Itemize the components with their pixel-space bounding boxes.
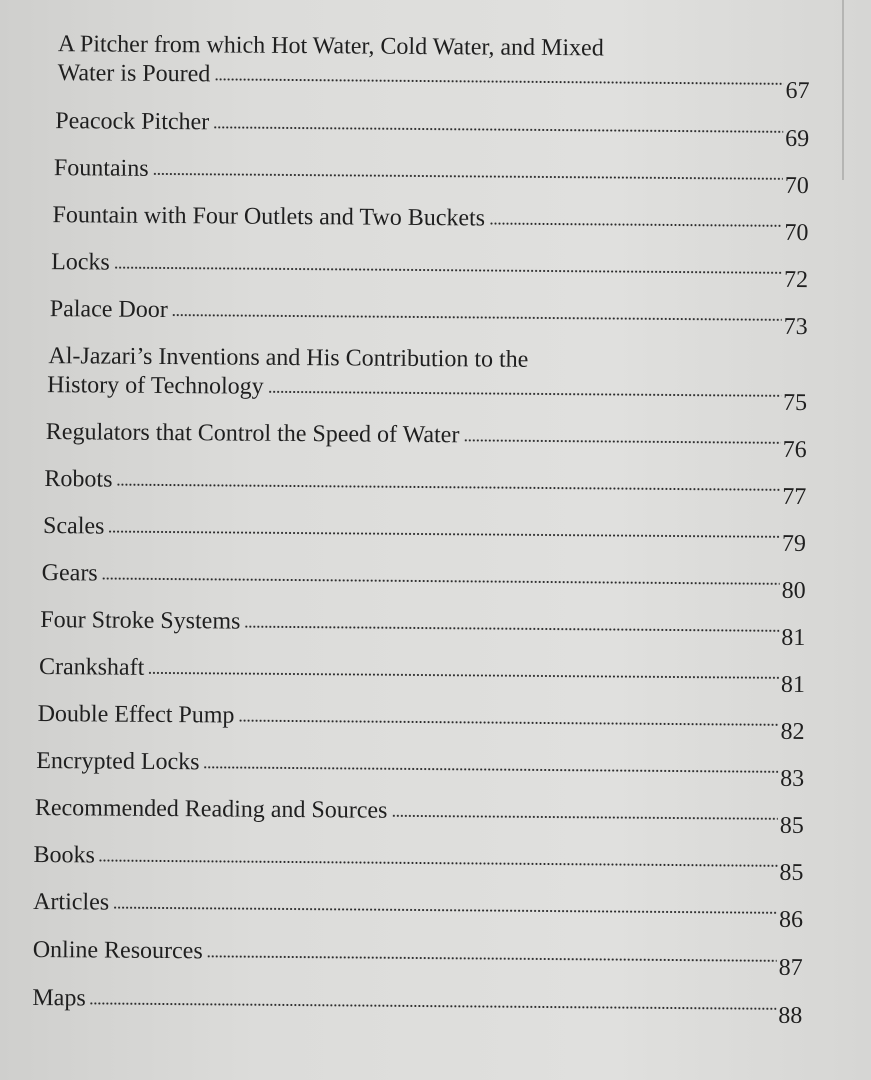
toc-entry-title-line: Water is Poured (57, 60, 211, 88)
toc-entry-title-line: History of Technology (47, 372, 264, 400)
toc-entry-title: Peacock Pitcher (55, 108, 210, 136)
toc-entry (37, 418, 807, 464)
toc-page-number: 80 (781, 577, 806, 605)
dot-leader (153, 171, 783, 182)
toc-entry (37, 342, 808, 417)
toc-page-number: 81 (780, 671, 805, 699)
toc-page-number: 85 (779, 859, 804, 887)
toc-page-number: 81 (781, 624, 806, 652)
toc-entry-title: Recommended Reading and Sources (34, 794, 388, 824)
toc-entry-title: Articles (33, 888, 110, 916)
dot-leader (244, 624, 779, 634)
toc-entry (39, 107, 810, 153)
toc-page-number: 87 (778, 954, 803, 982)
toc-entry-title: Maps (32, 984, 86, 1012)
dot-leader (214, 76, 783, 86)
dot-leader (203, 764, 778, 775)
dot-leader (391, 813, 777, 822)
dot-leader (99, 857, 778, 868)
dot-leader (207, 953, 777, 963)
toc-page-number: 82 (780, 718, 805, 746)
toc-entry-title: Four Stroke Systems (40, 607, 241, 635)
toc-page-number: 83 (780, 765, 805, 793)
table-of-contents (32, 30, 810, 1030)
toc-page-number: 67 (785, 77, 810, 105)
toc-entry-title: Fountains (53, 155, 149, 182)
toc-page-number: 88 (778, 1002, 803, 1030)
toc-entry (39, 154, 809, 200)
toc-entry-title: Fountain with Four Outlets and Two Buckets (52, 202, 486, 232)
toc-page-number: 72 (783, 266, 809, 294)
toc-page-number: 75 (782, 389, 808, 417)
toc-entry-title: Scales (43, 513, 105, 540)
dot-leader (463, 437, 781, 445)
toc-entry-title: Palace Door (49, 296, 168, 324)
toc-entry (38, 295, 808, 341)
toc-entry-title: Double Effect Pump (37, 701, 235, 729)
toc-entry-title: Locks (51, 249, 110, 276)
toc-entry-title: Robots (44, 466, 113, 493)
toc-entry-title: Encrypted Locks (36, 747, 200, 776)
toc-page-number: 73 (783, 313, 808, 341)
toc-entry (35, 606, 806, 652)
dot-leader (113, 905, 777, 916)
toc-entry (34, 794, 804, 840)
dot-leader (148, 670, 779, 681)
toc-entry (38, 248, 809, 294)
dot-leader (108, 529, 780, 540)
toc-entry-title: Books (33, 841, 95, 869)
toc-entry (38, 201, 809, 247)
dot-leader (172, 312, 782, 323)
toc-entry (35, 700, 805, 746)
dot-leader (238, 718, 778, 728)
toc-entry-title: Regulators that Control the Speed of Water (45, 419, 460, 449)
dot-leader (489, 221, 783, 229)
toc-entry-title: Crankshaft (38, 654, 145, 681)
toc-page-number: 85 (779, 812, 804, 840)
dot-leader (90, 1000, 777, 1011)
dot-leader (116, 482, 780, 493)
toc-entry (32, 936, 803, 982)
toc-entry (40, 30, 810, 105)
toc-entry (36, 512, 807, 558)
toc-page-number: 69 (785, 125, 810, 153)
page-edge-divider (842, 0, 844, 180)
toc-entry (36, 465, 807, 511)
dot-leader (268, 389, 782, 399)
toc-entry (34, 747, 805, 793)
toc-page-number: 77 (782, 483, 807, 511)
toc-page-number: 86 (778, 906, 804, 934)
toc-entry-title: Gears (41, 560, 98, 587)
toc-page-number: 76 (782, 436, 807, 464)
toc-entry (33, 888, 804, 934)
toc-entry-title-line: A Pitcher from which Hot Water, Cold Water, and Mixed (57, 31, 604, 62)
toc-page-number: 79 (781, 530, 807, 558)
toc-entry (35, 653, 805, 699)
toc-entry-title-line: Al-Jazari’s Inventions and His Contribution to the (48, 343, 529, 373)
dot-leader (213, 124, 783, 134)
toc-entry (32, 984, 803, 1030)
dot-leader (102, 576, 780, 587)
toc-entry (36, 559, 806, 605)
dot-leader (114, 265, 782, 276)
toc-page-number: 70 (784, 219, 809, 247)
toc-entry-title: Online Resources (32, 936, 203, 965)
toc-entry (33, 841, 804, 887)
toc-page-number: 70 (784, 172, 809, 200)
